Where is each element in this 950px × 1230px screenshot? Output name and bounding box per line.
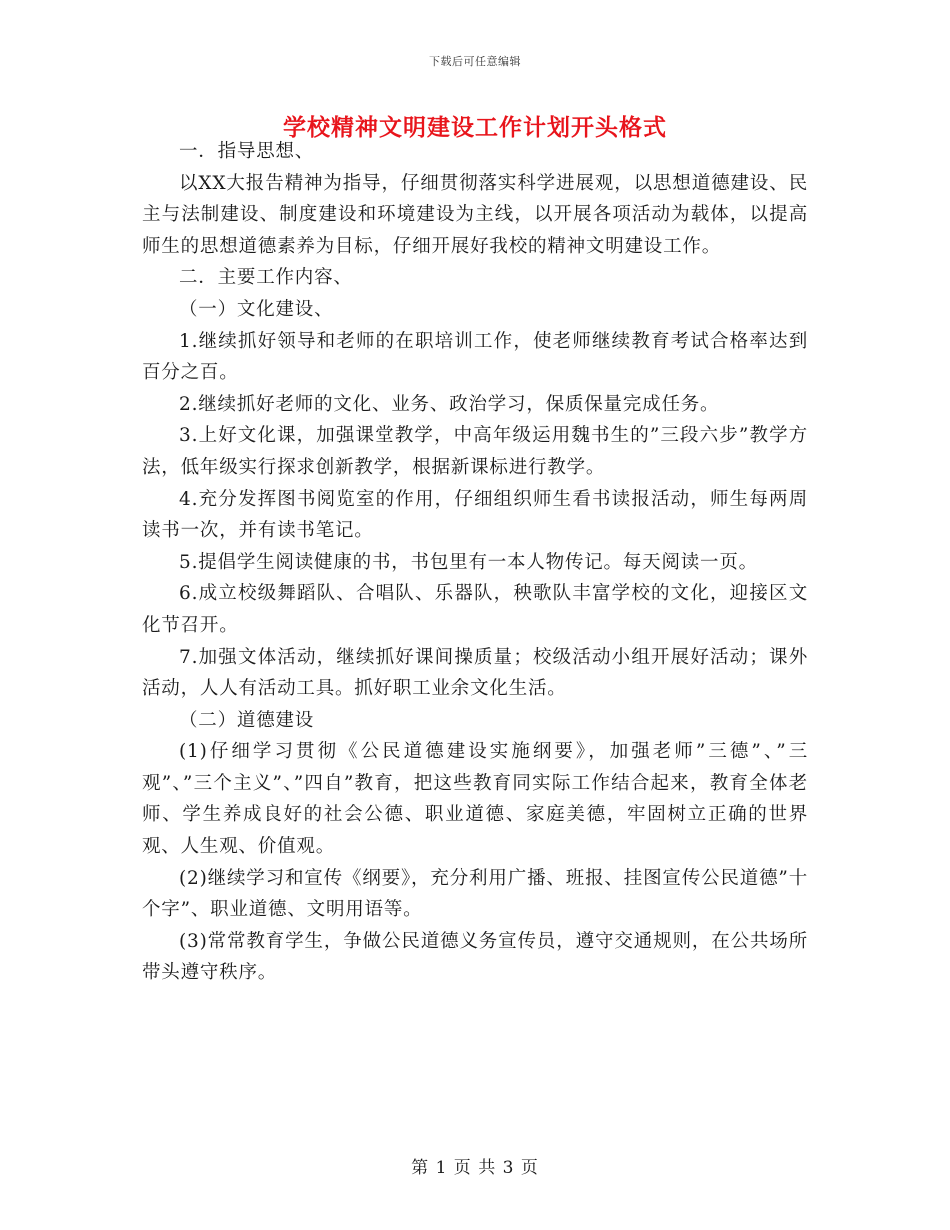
list-item: (1)仔细学习贯彻《公民道德建设实施纲要》，加强老师”三德”、”三观”、”三个主义”、”四自”教育，把这些教育同实际工作结合起来，教育全体老师、学生养成良好的社会公德、职业道德、家庭美德，牢固树立正确的世界观、人生观、价值观。 [142, 741, 808, 858]
list-item: 3.上好文化课，加强课堂教学，中高年级运用魏书生的”三段六步”教学方法，低年级实行探求创新教学，根据新课标进行教学。 [142, 425, 808, 478]
section-heading: 二．主要工作内容、 [179, 267, 353, 289]
paragraph: 以XX大报告精神为指导，仔细贯彻落实科学进展观，以思想道德建设、民主与法制建设、制度建设和环境建设为主线，以开展各项活动为载体，以提高师生的思想道德素养为目标，仔细开展好我校的精神文明建设工作。 [142, 172, 808, 257]
document-body [142, 136, 808, 989]
subsection-heading: （一）文化建设、 [179, 298, 334, 320]
list-item: 7.加强文体活动，继续抓好课间操质量；校级活动小组开展好活动；课外活动，人人有活动工具。抓好职工业余文化生活。 [142, 646, 808, 700]
list-item: 2.继续抓好老师的文化、业务、政治学习，保质保量完成任务。 [179, 393, 720, 415]
list-item: 4.充分发挥图书阅览室的作用，仔细组织师生看书读报活动，师生每两周读书一次，并有读书笔记。 [142, 488, 808, 542]
subsection-heading: （二）道德建设 [179, 709, 315, 731]
list-item: (2)继续学习和宣传《纲要》，充分利用广播、班报、挂图宣传公民道德”十个字”、职业道德、文明用语等。 [142, 867, 808, 921]
list-item: 5.提倡学生阅读健康的书，书包里有一本人物传记。每天阅读一页。 [179, 551, 758, 573]
list-item: (3)常常教育学生，争做公民道德义务宣传员，遵守交通规则，在公共场所带头遵守秩序。 [142, 930, 808, 984]
page-number-footer: 第 1 页 共 3 页 [411, 1158, 539, 1178]
list-item: 6.成立校级舞蹈队、合唱队、乐器队，秧歌队丰富学校的文化，迎接区文化节召开。 [142, 583, 808, 636]
list-item: 1.继续抓好领导和老师的在职培训工作，使老师继续教育考试合格率达到百分之百。 [142, 330, 808, 384]
page-header-note: 下载后可任意编辑 [429, 55, 521, 68]
document-title: 学校精神文明建设工作计划开头格式 [283, 114, 667, 141]
section-heading: 一．指导思想、 [179, 141, 315, 162]
